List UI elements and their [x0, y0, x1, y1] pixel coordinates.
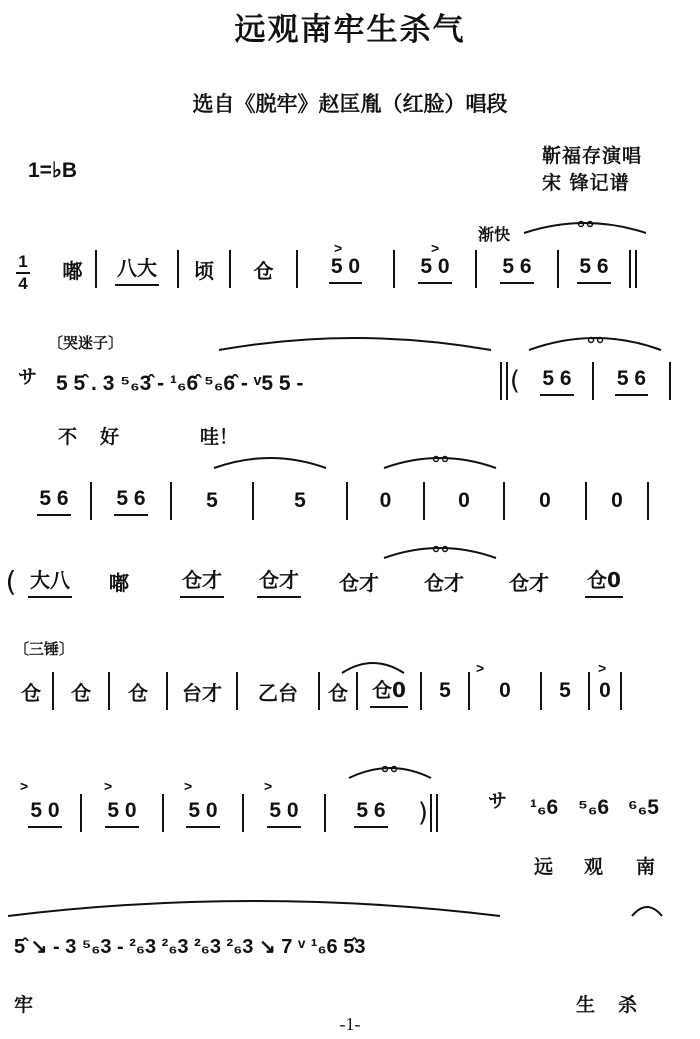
percussion-cell: 台才	[182, 680, 222, 705]
percussion-cell: 仓才	[339, 570, 379, 595]
melody-notes: 5̂ ↘ - 3 ⁵₆3 - ²₆3 ²₆3 ²₆3 ²₆3 ↘ 7 ᵛ ¹₆6 5̂3	[14, 936, 366, 958]
note-cell: 5 0	[244, 799, 324, 828]
lyric-syllable: 哇！	[200, 426, 239, 448]
tie-arc	[380, 450, 500, 470]
melody-note: ⁵₆6	[578, 796, 610, 819]
percussion-cell: 仓0	[574, 564, 634, 598]
free-meter-mark: サ	[488, 790, 508, 812]
key-signature: 1=♭B	[28, 159, 78, 182]
tie-arc	[520, 215, 650, 235]
melody-note: ⁶₆5	[628, 796, 659, 819]
note-cell: 5	[294, 489, 306, 512]
section-label: 〔哭迷子〕	[48, 334, 124, 352]
barline	[620, 672, 622, 710]
slur-arc	[215, 330, 495, 352]
note-cell: 5 0	[298, 255, 393, 284]
slur-arc	[4, 894, 504, 918]
section-label: 〔三锤〕	[14, 640, 75, 658]
percussion-cell: 仓	[253, 258, 274, 283]
page-subtitle: 选自《脱牢》赵匡胤（红脸）唱段	[192, 91, 508, 116]
accent-mark: >	[104, 778, 113, 794]
note-cell: 5 0	[10, 799, 80, 828]
note-cell: 5	[439, 679, 451, 702]
lyric-syllable: 生	[576, 994, 596, 1016]
note-cell: 0	[611, 489, 623, 512]
melody-notes: 5 5̂ . 3 ⁵₆3̂ - ¹₆6̂ ⁵₆6̂ - ᵛ5 5 -	[56, 372, 304, 395]
score-line-1	[0, 250, 700, 288]
note-cell: 0	[458, 489, 470, 512]
lyric-syllable: 杀	[618, 994, 638, 1016]
barline	[647, 482, 649, 520]
note-cell: 0	[539, 489, 551, 512]
percussion-cell: 大八	[22, 564, 78, 598]
lyric-syllable: 南	[636, 856, 656, 878]
tempo-marking: 渐快	[478, 225, 511, 244]
score-line-4: ( 大八 嘟 仓才 仓才 仓才 仓才 仓才 仓0	[0, 564, 700, 598]
melody-note: ¹₆6	[530, 796, 559, 819]
lyric-syllable: 远	[534, 856, 554, 878]
percussion-cell: 八大	[97, 252, 177, 286]
double-barline	[500, 362, 508, 400]
accent-mark: >	[20, 778, 29, 794]
performer-credit: 靳福存演唱	[542, 145, 643, 167]
note-cell: 0	[599, 679, 611, 702]
note-cell: 0	[379, 489, 392, 512]
note-cell: 5 6	[522, 367, 592, 396]
percussion-cell: 仓才	[424, 570, 464, 595]
percussion-cell: 顷	[194, 258, 214, 283]
double-barline	[430, 794, 438, 832]
percussion-cell: 仓才	[509, 570, 549, 595]
percussion-cell: 仓才	[244, 564, 314, 598]
slur-arc	[630, 900, 664, 918]
percussion-cell: 仓	[21, 680, 41, 705]
accent-mark: >	[264, 778, 273, 794]
page-title: 远观南牢生杀气	[234, 12, 466, 48]
note-cell: 5 6	[326, 799, 416, 828]
lyric-syllable: 好	[100, 426, 120, 448]
credits	[542, 143, 642, 197]
accent-mark: >	[431, 240, 440, 256]
percussion-cell: 仓	[128, 680, 148, 705]
note-cell: 5 6	[92, 487, 170, 516]
free-meter-mark: サ	[18, 366, 38, 388]
note-cell: 5 6	[477, 255, 557, 284]
accent-mark: >	[334, 240, 343, 256]
note-cell: 5	[206, 489, 218, 512]
percussion-cell: 仓0	[358, 674, 420, 708]
percussion-cell: 仓	[71, 680, 91, 705]
percussion-cell: 仓	[328, 680, 348, 705]
note-cell: 5 0	[82, 799, 162, 828]
percussion-cell: 嘟	[62, 258, 83, 283]
note-cell: 5 0	[164, 799, 242, 828]
score-line-6: 5 0 5 0 5 0 5 0 5 6 )	[0, 794, 480, 832]
tie-arc	[525, 330, 665, 352]
percussion-cell: 嘟	[109, 570, 129, 595]
note-cell: 0	[499, 679, 511, 702]
time-signature-bottom: 4	[18, 274, 28, 293]
accent-mark: >	[598, 660, 607, 676]
note-cell: 5 6	[559, 255, 629, 284]
note-cell: 5	[559, 679, 571, 702]
parenthesized-notes: ( 5 6 5 6	[500, 362, 700, 400]
note-cell: 5 6	[594, 367, 669, 396]
lyric-syllable: 牢	[14, 994, 34, 1016]
note-cell: 5 0	[395, 255, 475, 284]
score-line-3	[0, 482, 700, 520]
lyric-syllable: 不	[58, 426, 78, 448]
percussion-cell: 仓才	[160, 564, 244, 598]
percussion-cell: 乙台	[258, 680, 298, 705]
tie-arc	[345, 760, 435, 780]
transcriber-credit: 宋 锋记谱	[542, 172, 630, 194]
lyric-syllable: 观	[584, 856, 604, 878]
score-line-5	[0, 672, 700, 710]
page-number: -1-	[339, 1014, 361, 1034]
accent-mark: >	[476, 660, 485, 676]
double-barline	[629, 250, 637, 288]
time-signature-top: 1	[18, 252, 28, 271]
slur-arc	[210, 450, 330, 470]
tie-arc	[380, 540, 500, 560]
accent-mark: >	[184, 778, 193, 794]
barline	[669, 362, 671, 400]
note-cell: 5 6	[18, 487, 90, 516]
